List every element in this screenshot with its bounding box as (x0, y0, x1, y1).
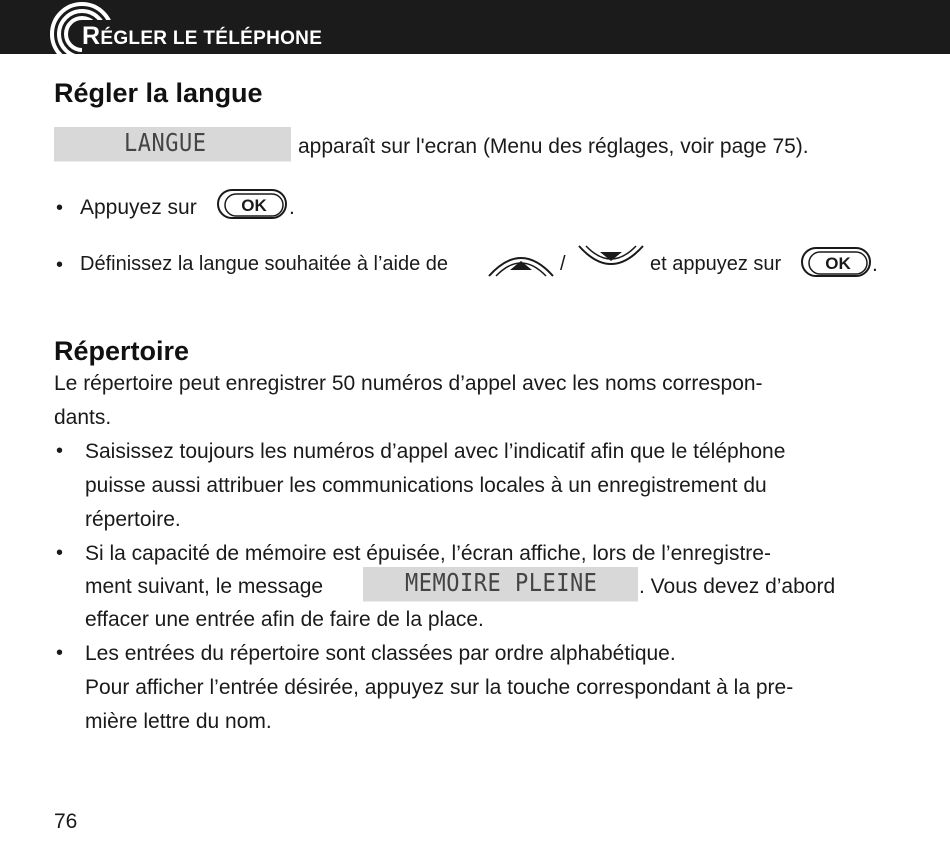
step2-text: Définissez la langue souhaitée à l’aide de (80, 253, 449, 275)
bullet3-line-2: Pour afficher l’entrée désirée, appuyez sur la touche correspondant à la pre- (85, 676, 794, 699)
bullet: • (56, 440, 64, 462)
bullet1-line-3: répertoire. (85, 508, 181, 531)
bullet1-line-1: Saisissez toujours les numéros d’appel avec l’indicatif afin que le téléphone (85, 440, 786, 463)
bullet2-line-1: Si la capacité de mémoire est épuisée, l’écran affiche, lors de l’enregistre- (85, 542, 771, 565)
step1-text: Appuyez sur (80, 196, 197, 219)
down-arrow-key-icon (576, 244, 646, 276)
intro-line-1: Le répertoire peut enregistrer 50 numéros d’appel avec les noms correspon- (54, 372, 763, 395)
bullet: • (56, 254, 64, 276)
bullet2-line-2a: ment suivant, le message (85, 575, 324, 598)
bullet2-line-3: effacer une entrée afin de faire de la place. (85, 608, 484, 631)
ok-button-label: OK (241, 196, 267, 215)
step2-period: . (872, 253, 878, 276)
lcd-caption: apparaît sur l'ecran (Menu des réglages, voir page 75). (298, 135, 809, 158)
step1-period: . (289, 196, 295, 219)
lcd-display-langue: LANGUE (54, 127, 291, 162)
ok-button-icon (800, 246, 872, 278)
bullet2-line-2b: . Vous devez d’abord (639, 575, 836, 598)
page-number: 76 (54, 810, 78, 833)
bullet3-line-3: mière lettre du nom. (85, 710, 272, 733)
lcd-display-memoire-pleine: MEMOIRE PLEINE (363, 567, 638, 602)
header-title: RÉGLER LE TÉLÉPHONE (82, 22, 323, 50)
section-heading-directory: Répertoire (54, 336, 190, 366)
bullet: • (56, 642, 64, 664)
header-bar (0, 0, 950, 54)
bullet: • (56, 542, 64, 564)
ok-button-label: OK (825, 254, 851, 273)
bullet: • (56, 197, 64, 219)
bullet3-line-1: Les entrées du répertoire sont classées par ordre alphabétique. (85, 642, 676, 665)
up-arrow-key-icon (486, 246, 556, 278)
intro-line-2: dants. (54, 406, 112, 429)
bullet1-line-2: puisse aussi attribuer les communications locales à un enregistrement du (85, 474, 767, 497)
step2-slash: / (560, 253, 566, 275)
section-heading-language: Régler la langue (54, 78, 263, 108)
ok-button-icon (216, 188, 288, 220)
step2-mid: et appuyez sur (650, 253, 782, 275)
